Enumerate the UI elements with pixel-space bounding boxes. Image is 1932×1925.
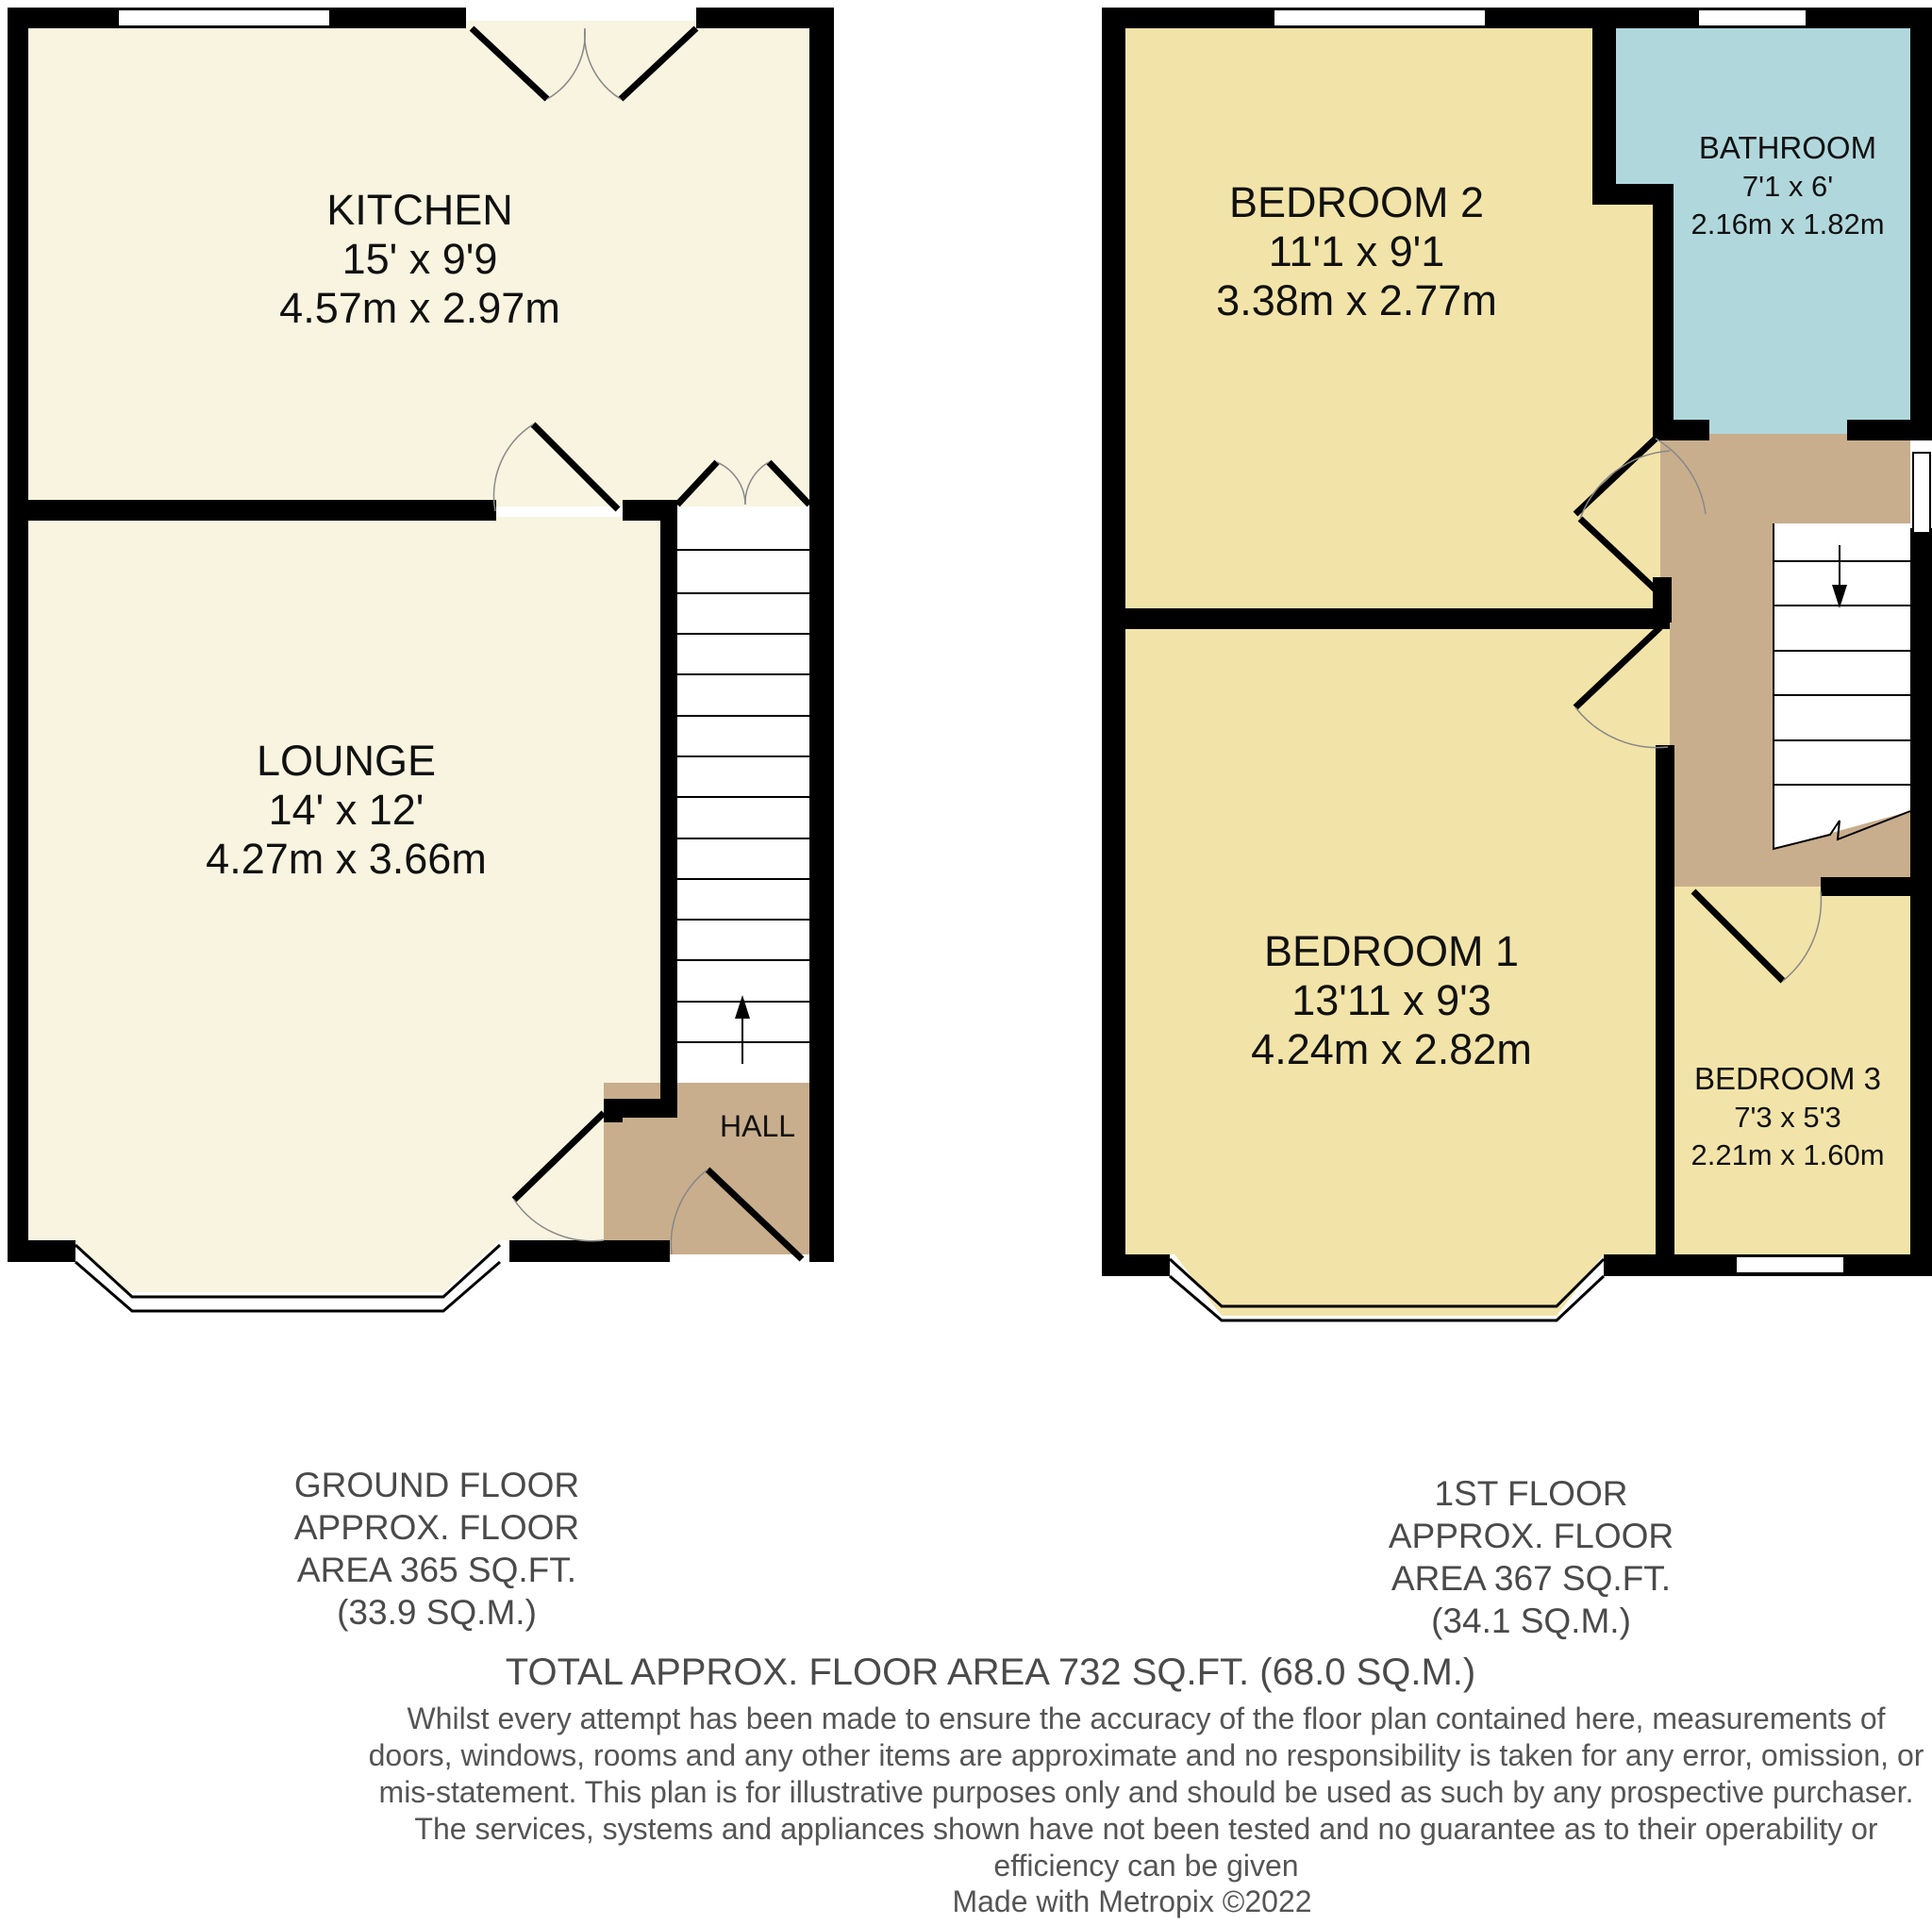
bedroom3-dim-imperial: 7'3 x 5'3 <box>1734 1101 1841 1134</box>
first-floor-area-line: (34.1 SQ.M.) <box>1431 1601 1631 1640</box>
total-floor-area: TOTAL APPROX. FLOOR AREA 732 SQ.FT. (68.0 SQ.M.) <box>505 1651 1476 1693</box>
bathroom-dim-imperial: 7'1 x 6' <box>1741 170 1834 203</box>
bedroom3-name: BEDROOM 3 <box>1693 1061 1882 1096</box>
ground-windows <box>118 9 330 26</box>
bedroom1-dim-metric: 4.24m x 2.82m <box>1251 1025 1532 1073</box>
first-floor-area-line: APPROX. FLOOR <box>1388 1517 1674 1555</box>
bathroom-dim-metric: 2.16m x 1.82m <box>1690 207 1885 241</box>
bedroom3-dim-metric: 2.21m x 1.60m <box>1690 1138 1885 1171</box>
lounge-name: LOUNGE <box>256 737 437 785</box>
ground-floor-area <box>248 1464 625 1634</box>
bedroom2-dim-metric: 3.38m x 2.77m <box>1216 276 1497 324</box>
bedroom2-name: BEDROOM 2 <box>1228 178 1485 226</box>
lounge-room <box>21 517 660 1292</box>
first-stairs <box>1774 523 1910 849</box>
ground-floor-area-line: GROUND FLOOR <box>293 1466 580 1504</box>
first-floor-area-line: AREA 367 SQ.FT. <box>1391 1559 1672 1598</box>
disclaimer: Whilst every attempt has been made to ensure the accuracy of the floor plan contained here, measurements of doors, windows, rooms and any other items are approximate and no responsibility is taken for any error, omission, or mis-statement. This plan is for illustrative purposes only and should be used as such by any prospective purchaser. The services, systems and appliances shown have not been tested and no guarantee as to their operability or efficiency can be given <box>368 1701 1924 1883</box>
first-floor-area-line: 1ST FLOOR <box>1434 1474 1628 1513</box>
ground-floor-area-line: (33.9 SQ.M.) <box>337 1593 537 1632</box>
bathroom-name: BATHROOM <box>1698 130 1877 165</box>
kitchen-dim-metric: 4.57m x 2.97m <box>279 284 560 332</box>
bedroom1-dim-imperial: 13'11 x 9'3 <box>1291 976 1491 1024</box>
ground-floor <box>8 8 834 1311</box>
first-floor <box>1102 8 1932 1320</box>
hall-name: HALL <box>720 1109 796 1143</box>
lounge-dim-metric: 4.27m x 3.66m <box>206 835 487 883</box>
made-with-credit: Made with Metropix ©2022 <box>952 1884 1312 1918</box>
bedroom1-name: BEDROOM 1 <box>1263 927 1520 975</box>
first-floor-area <box>1342 1472 1720 1642</box>
ground-floor-area-line: AREA 365 SQ.FT. <box>296 1551 577 1589</box>
lounge-dim-imperial: 14' x 12' <box>268 786 425 834</box>
bedroom2-dim-imperial: 11'1 x 9'1 <box>1268 227 1445 275</box>
ground-floor-area-line: APPROX. FLOOR <box>293 1508 580 1547</box>
kitchen-dim-imperial: 15' x 9'9 <box>341 235 498 283</box>
kitchen-name: KITCHEN <box>326 186 513 234</box>
